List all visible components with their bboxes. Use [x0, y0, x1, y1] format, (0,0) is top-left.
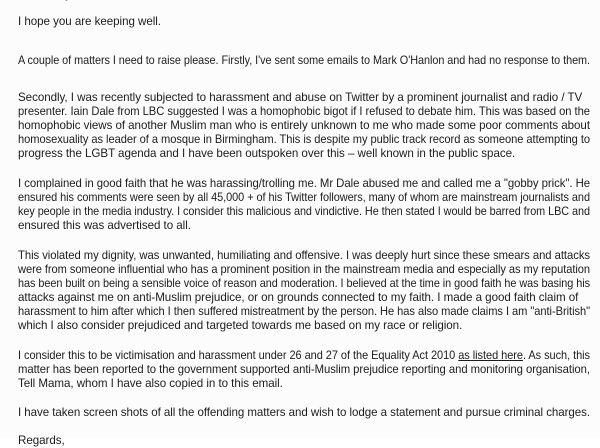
- text-before-link: I consider this to be victimisation and harassment under 26 and 27 of the Equality Act 2010: [18, 349, 459, 362]
- paragraph-line: progress the LGBT agenda and I have been outspoken over this – well known in the public space.: [18, 147, 516, 160]
- equality-act-link[interactable]: as listed here: [458, 349, 523, 362]
- paragraph-line: This violated my dignity, was unwanted, humiliating and offensive. I was deeply hurt since these smears and attacks: [18, 249, 591, 262]
- paragraph-line: I complained in good faith that he was harassing/trolling me. Mr Dale abused me and called me a "gobby prick". He: [18, 177, 591, 190]
- paragraph-line: presenter. Iain Dale from LBC suggested I was a homophobic bigot if I refused to debate him. This was based on the: [18, 105, 590, 118]
- paragraph-line: has been built on being a sensible voice of reason and moderation. I believed at the time in good faith he was basing his: [18, 277, 590, 290]
- paragraph-greeting: I hope you are keeping well.: [18, 15, 161, 28]
- paragraph-line: ensured his comments were seen by all 45,000 + of his Twitter followers, many of whom are mainstream journalists and: [18, 191, 590, 204]
- closing: Regards,: [18, 434, 65, 447]
- paragraph-line: homosexuality as leader of a mosque in Birmingham. This is despite my public track record as someone attempting to: [18, 133, 590, 146]
- paragraph-line: [18, 349, 590, 363]
- salutation: [18, 0, 73, 2]
- paragraph-line: attacks against me on anti-Muslim prejudice, or on grounds connected to my faith. I made a good faith claim of: [18, 291, 579, 304]
- paragraph-line: Tell Mama, whom I have also copied in to this email.: [18, 377, 283, 390]
- paragraph-emails: A couple of matters I need to raise please. Firstly, I've sent some emails to Mark O'Hanlon and had no response to them.: [18, 54, 591, 67]
- text-after-link: . As such, this: [522, 349, 591, 362]
- paragraph-line: key people in the media industry. I consider this malicious and vindictive. He then stated I would be barred from LBC and: [18, 205, 591, 218]
- paragraph-line: ensured this was advertised to all.: [18, 219, 191, 232]
- paragraph-line: homophobic views of another Muslim man who is entirely unknown to me who made some poor comments about: [18, 119, 590, 132]
- paragraph-line: were from someone influential who has a prominent position in the mainstream media and especially as my reputation: [18, 263, 591, 276]
- paragraph-line: which I also consider prejudiced and targeted towards me based on my race or religion.: [18, 319, 463, 332]
- paragraph-line: harassment to him after which I then suffered mistreatment by the person. He has also made claims I am "anti-British": [18, 305, 591, 318]
- paragraph-screenshots: I have taken screen shots of all the offending matters and wish to lodge a statement and pursue criminal charges.: [18, 406, 591, 419]
- paragraph-line: matter has been reported to the government supported anti-Muslim prejudice reporting and monitoring organisation,: [18, 363, 590, 376]
- paragraph-line: Secondly, I was recently subjected to harassment and abuse on Twitter by a prominent journalist and radio / TV: [18, 91, 583, 104]
